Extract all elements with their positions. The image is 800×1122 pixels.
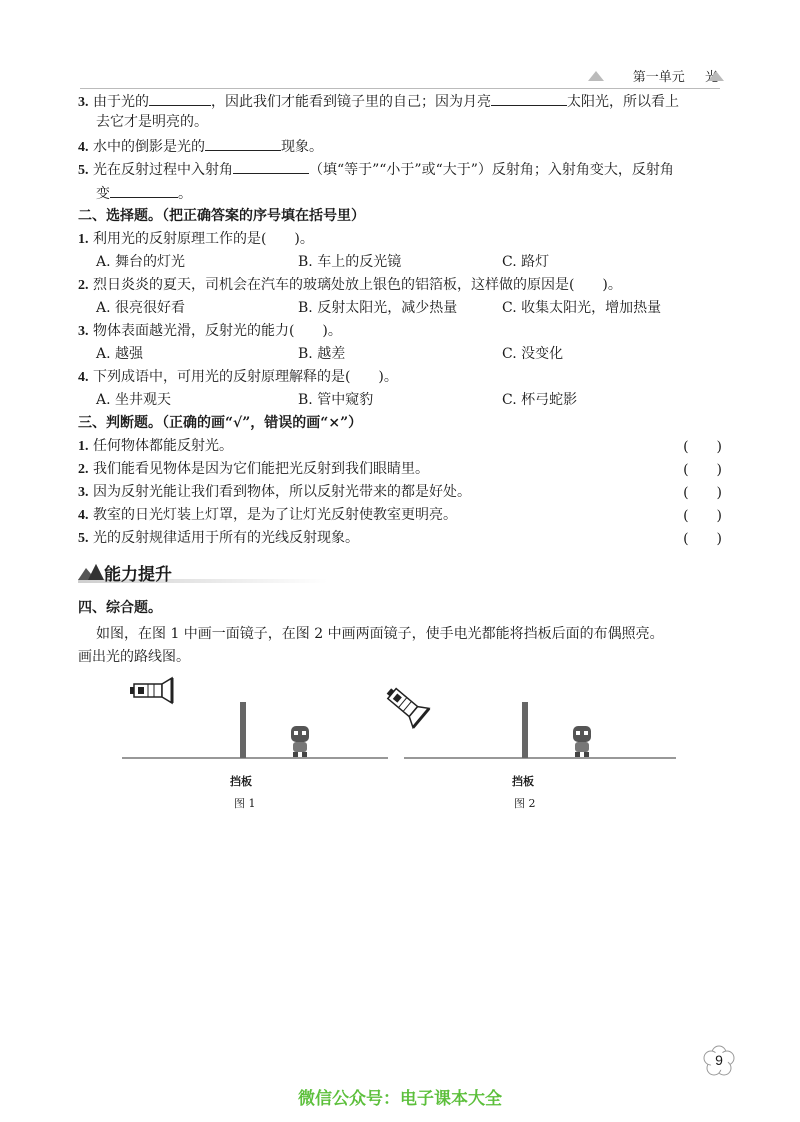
judge-item-5: 5. 光的反射规律适用于所有的光线反射现象。 xyxy=(78,530,359,546)
choice-question-4: 4. 下列成语中，可用光的反射原理解释的是( )。 xyxy=(78,369,398,385)
option-a[interactable]: A. 很亮很好看 xyxy=(96,300,186,316)
choice-question-2: 2. 烈日炎炎的夏天，司机会在汽车的玻璃处放上银色的铝箔板，这样做的原因是( )。 xyxy=(78,277,622,293)
option-c[interactable]: C. 路灯 xyxy=(502,254,550,270)
option-a[interactable]: A. 舞台的灯光 xyxy=(96,254,186,270)
option-c[interactable]: C. 收集太阳光，增加热量 xyxy=(502,300,662,316)
section-3-title: 三、判断题。（正确的画“√”，错误的画“×”） xyxy=(78,415,363,431)
judge-item-4: 4. 教室的日光灯装上灯罩，是为了让灯光反射使教室更明亮。 xyxy=(78,507,457,523)
section-4-text: 如图，在图 1 中画一面镜子，在图 2 中画两面镜子，使手电光都能将挡板后面的布偶照亮。 xyxy=(96,626,664,642)
option-b[interactable]: B. 车上的反光镜 xyxy=(298,254,402,270)
section-2-title: 二、选择题。（把正确答案的序号填在括号里） xyxy=(78,208,365,224)
board-label-2: 挡板 xyxy=(512,775,534,788)
option-a[interactable]: A. 越强 xyxy=(96,346,144,362)
answer-paren[interactable]: ( ) xyxy=(683,439,722,455)
doll-icon xyxy=(291,726,309,757)
answer-paren[interactable]: ( ) xyxy=(683,462,722,478)
ability-title: 能力提升 xyxy=(104,565,172,585)
fill-item-3: 3. 由于光的 ，因此我们才能看到镜子里的自己；因为月亮 太阳光，所以看上 xyxy=(78,90,679,113)
choice-question-3: 3. 物体表面越光滑，反射光的能力( )。 xyxy=(78,323,342,339)
answer-blank[interactable] xyxy=(110,182,178,198)
figure-2-caption: 图 2 xyxy=(514,797,536,810)
option-b[interactable]: B. 反射太阳光，减少热量 xyxy=(298,300,458,316)
header-divider xyxy=(80,88,720,89)
figure-1 xyxy=(122,678,388,758)
option-c[interactable]: C. 没变化 xyxy=(502,346,564,362)
figures xyxy=(0,670,800,830)
figure-2 xyxy=(381,681,676,758)
page-number-badge xyxy=(702,1044,736,1078)
section-4-text-cont: 画出光的路线图。 xyxy=(78,649,190,665)
answer-blank[interactable] xyxy=(205,135,281,151)
page-number: 9 xyxy=(715,1052,723,1068)
judge-item-2: 2. 我们能看见物体是因为它们能把光反射到我们眼睛里。 xyxy=(78,461,429,477)
unit-label: 第一单元 xyxy=(632,70,685,85)
ability-banner xyxy=(78,560,328,584)
fill-item-3-cont: 去它才是明亮的。 xyxy=(96,114,208,130)
fill-item-4: 4. 水中的倒影是光的 现象。 xyxy=(78,135,323,158)
option-b[interactable]: B. 管中窥豹 xyxy=(298,392,374,408)
header-triangle-right xyxy=(708,71,724,81)
doll-icon xyxy=(573,726,591,757)
section-4-title: 四、综合题。 xyxy=(78,600,162,616)
page-header xyxy=(633,66,718,85)
board xyxy=(522,702,528,758)
answer-paren[interactable]: ( ) xyxy=(683,508,722,524)
header-triangle-left xyxy=(588,71,604,81)
option-b[interactable]: B. 越差 xyxy=(298,346,346,362)
answer-paren[interactable]: ( ) xyxy=(683,531,722,547)
option-a[interactable]: A. 坐井观天 xyxy=(96,392,172,408)
answer-blank[interactable] xyxy=(233,158,309,174)
answer-blank[interactable] xyxy=(491,90,567,106)
unit-title: 光 xyxy=(704,70,718,85)
board-label-1: 挡板 xyxy=(230,775,252,788)
flashlight-icon xyxy=(130,678,172,703)
fill-item-5-cont: 变 。 xyxy=(96,182,192,204)
board xyxy=(240,702,246,758)
fill-item-5: 5. 光在反射过程中入射角 （填“等于”“小于”或“大于”）反射角；入射角变大，反射角 xyxy=(78,158,674,181)
figure-1-caption: 图 1 xyxy=(234,797,256,810)
judge-item-3: 3. 因为反射光能让我们看到物体，所以反射光带来的都是好处。 xyxy=(78,484,471,500)
answer-blank[interactable] xyxy=(149,90,211,106)
choice-question-1: 1. 利用光的反射原理工作的是( )。 xyxy=(78,231,314,247)
watermark: 微信公众号：电子课本大全 xyxy=(298,1089,502,1109)
answer-paren[interactable]: ( ) xyxy=(683,485,722,501)
option-c[interactable]: C. 杯弓蛇影 xyxy=(502,392,578,408)
judge-item-1: 1. 任何物体都能反射光。 xyxy=(78,438,233,454)
flashlight-icon xyxy=(381,681,429,727)
